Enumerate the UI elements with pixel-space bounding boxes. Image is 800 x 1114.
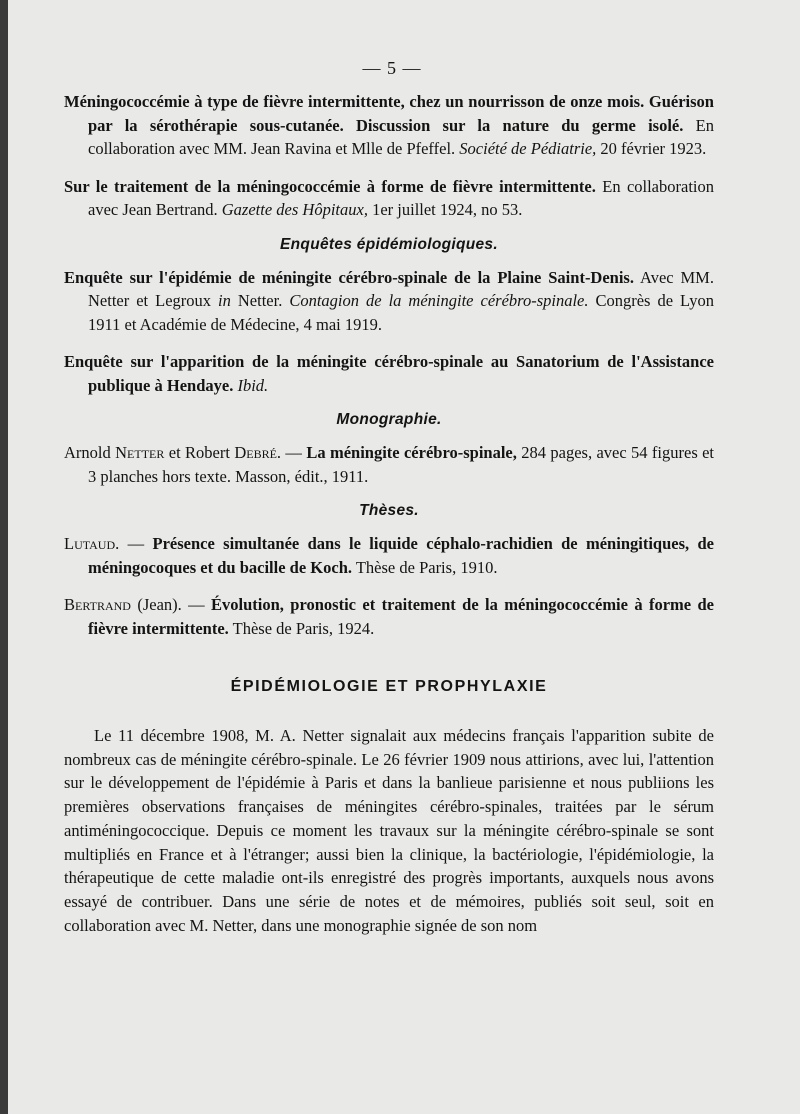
entry-collaboration: En collaboration avec Jean Bertrand. (88, 176, 714, 219)
entry-collaboration: En collaboration avec MM. Jean Ravina et Mlle de Pfeffel. (88, 115, 714, 158)
entry-title: Enquête sur l'apparition de la méningite cérébro-spinale au Sanatorium de l'Assistance publique à Hendaye. (64, 352, 714, 395)
section-heading-theses: Thèses. (359, 502, 419, 519)
entry-details: Thèse de Paris, 1924. (228, 618, 375, 638)
bibliography-entry (64, 593, 714, 640)
page-number: — 5 — (362, 58, 422, 78)
entry-conjunction: et Robert (164, 443, 235, 462)
entry-title: Présence simultanée dans le liquide céphalo-rachidien de méningitiques, de méningocoques et du bacille de Koch. (88, 534, 714, 577)
bibliography-entry (64, 90, 714, 161)
bibliography-entry (64, 175, 714, 222)
section-heading-monographie: Monographie. (336, 411, 442, 428)
entry-journal: Société de Pédiatrie, (459, 139, 597, 158)
entry-author-surname: Debré (234, 443, 277, 462)
entry-date: 1er juillet 1924, no 53. (367, 200, 523, 219)
entry-author: Arnold (64, 443, 116, 462)
entry-title: Évolution, pronostic et traitement de la méningococcémie à forme de fièvre intermittente. (88, 595, 714, 638)
entry-title: Sur le traitement de la méningococcémie à forme de fièvre intermittente. (64, 176, 596, 196)
entry-author-surname: Netter (115, 443, 165, 462)
entry-author-surname: Lutaud (64, 534, 116, 553)
entry-author: Netter. (230, 291, 290, 310)
entry-author-surname: Bertrand (64, 595, 131, 614)
entry-title: La méningite cérébro-spinale, (306, 443, 517, 462)
document-page (8, 0, 800, 1114)
entry-dash: . — (276, 443, 307, 462)
entry-in: in (218, 291, 231, 310)
entry-journal: Contagion de la méningite cérébro-spinale. (289, 291, 589, 310)
chapter-heading: ÉPIDÉMIOLOGIE ET PROPHYLAXIE (230, 678, 548, 695)
entry-journal: Gazette des Hôpitaux, (221, 200, 368, 219)
section-heading-enquetes: Enquêtes épidémiologiques. (280, 235, 498, 253)
body-paragraph: Le 11 décembre 1908, M. A. Netter signalait aux médecins français l'apparition subite de nombreux cas de méningite cérébro-spinale. Le 26 février 1909 nous attirions, avec lui, l'attention sur le développement de l'épidémie à Paris et dans la banlieue parisienne et nous publiions les premières observations françaises de méningites cérébro-spinales, traitées par le sérum antiméningococcique. Depuis ce moment les travaux sur la méningite cérébro-spinale se sont multipliés en France et à l'étranger; aussi bien la clinique, la bactériologie, l'épidémiologie, la thérapeutique de cette maladie ont-ils enregistré des progrès importants, auxquels nous avons essayé de contribuer. Dans une série de notes et de mémoires, publiés soit seul, soit en collaboration avec M. Netter, dans une monographie signée de son nom (64, 726, 714, 935)
bibliography-entry (64, 266, 714, 337)
entry-date: Congrès de Lyon 1911 et Académie de Médecine, 4 mai 1919. (88, 291, 714, 334)
entry-title: Enquête sur l'épidémie de méningite cérébro-spinale de la Plaine Saint-Denis. (64, 267, 634, 287)
entry-date: 20 février 1923. (596, 139, 707, 158)
entry-collaboration: Avec MM. Netter et Legroux (88, 267, 714, 310)
page-content (64, 90, 714, 937)
bibliography-entry (64, 350, 714, 397)
bibliography-entry (64, 532, 714, 579)
entry-author-firstname: (Jean). — (130, 595, 212, 614)
bibliography-entry (64, 441, 714, 488)
entry-details: 284 pages, avec 54 figures et 3 planches hors texte. Masson, édit., 1911. (88, 443, 715, 486)
entry-details: Thèse de Paris, 1910. (352, 557, 498, 577)
entry-dash: . — (115, 534, 153, 553)
entry-title: Méningococcémie à type de fièvre intermittente, chez un nourrisson de onze mois. Guérison par la sérothérapie sous-cutanée. Discussion sur la nature du germe isolé. (64, 92, 714, 135)
entry-journal: Ibid. (237, 375, 269, 395)
